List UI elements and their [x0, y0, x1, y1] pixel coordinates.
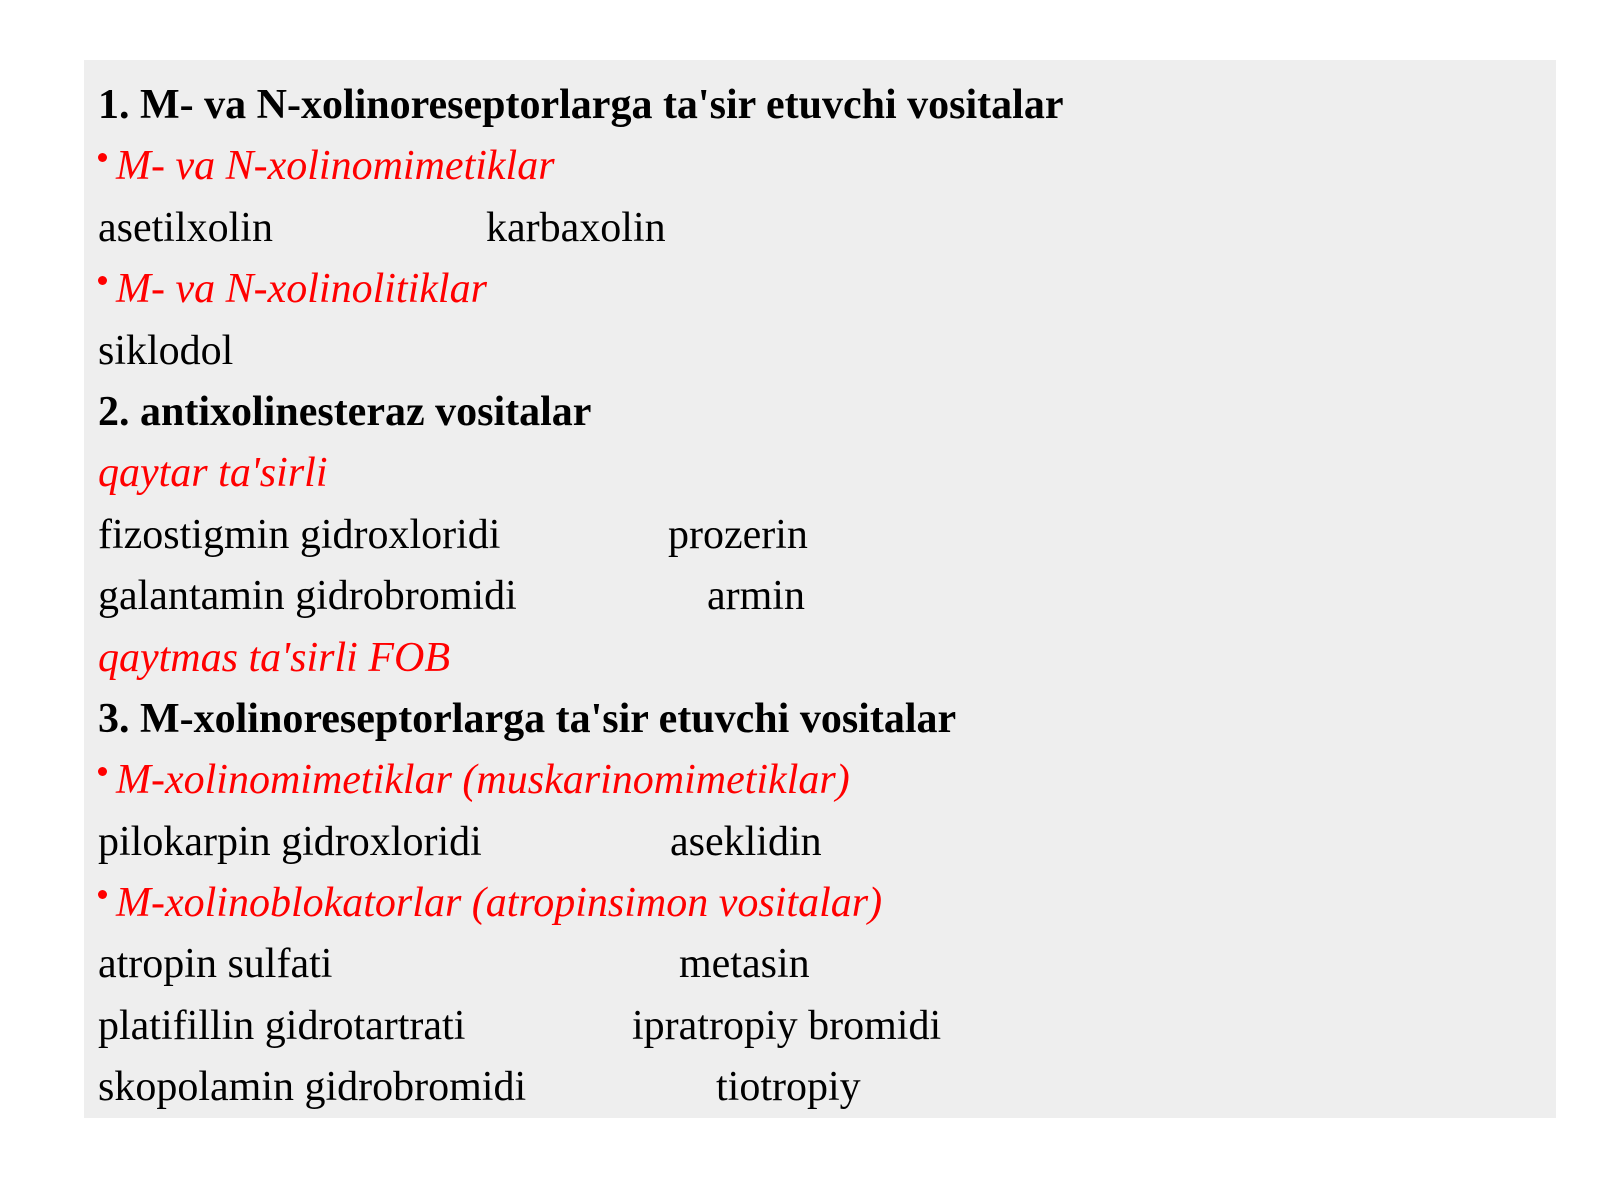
- drug-row: [98, 198, 1538, 259]
- group-title: [98, 136, 1538, 197]
- group-title: [98, 443, 1538, 504]
- drug-name: siklodol: [98, 327, 234, 374]
- drug-name: ipratropiy bromidi: [632, 1002, 942, 1049]
- section-heading: 3. M-xolinoreseptorlarga ta'sir etuvchi vositalar: [98, 695, 957, 742]
- drug-row: [98, 996, 1538, 1057]
- section-heading: 1. M- va N-xolinoreseptorlarga ta'sir etuvchi vositalar: [98, 82, 1064, 128]
- drug-name: galantamin gidrobromidi: [98, 573, 517, 620]
- group-title-text: qaytmas ta'sirli FOB: [98, 634, 450, 681]
- drug-row: [98, 505, 1538, 566]
- group-title-text: M-xolinomimetiklar (muskarinomimetiklar): [116, 757, 850, 804]
- drug-row: [98, 566, 1538, 627]
- drug-row: [98, 812, 1538, 873]
- drug-name: aseklidin: [670, 818, 822, 865]
- group-title: [98, 628, 1538, 689]
- drug-row: [98, 321, 1538, 382]
- drug-name: asetilxolin: [98, 204, 273, 251]
- drug-name: platifillin gidrotartrati: [98, 1002, 466, 1049]
- drug-name: skopolamin gidrobromidi: [98, 1064, 527, 1111]
- drug-name: atropin sulfati: [98, 941, 333, 988]
- drug-name: pilokarpin gidroxloridi: [98, 818, 482, 865]
- group-title-text: qaytar ta'sirli: [98, 450, 328, 497]
- section-heading: 2. antixolinesteraz vositalar: [98, 388, 592, 435]
- drug-name: fizostigmin gidroxloridi: [98, 511, 501, 558]
- drug-name: metasin: [679, 941, 810, 988]
- drug-name: prozerin: [668, 511, 808, 558]
- drug-name: armin: [707, 573, 805, 620]
- group-title: [98, 750, 1538, 811]
- group-title: [98, 259, 1538, 320]
- group-title: [98, 873, 1538, 934]
- drug-name: karbaxolin: [486, 204, 666, 251]
- drug-row: [98, 934, 1538, 995]
- drug-name: tiotropiy: [716, 1064, 861, 1111]
- group-title-text: M- va N-xolinomimetiklar: [116, 143, 555, 190]
- drug-row: [98, 1057, 1538, 1118]
- group-title-text: M- va N-xolinolitiklar: [116, 266, 487, 313]
- bullet-icon: [98, 890, 107, 899]
- group-title-text: M-xolinoblokatorlar (atropinsimon vositalar): [116, 880, 883, 927]
- slide-content: [98, 75, 1538, 1119]
